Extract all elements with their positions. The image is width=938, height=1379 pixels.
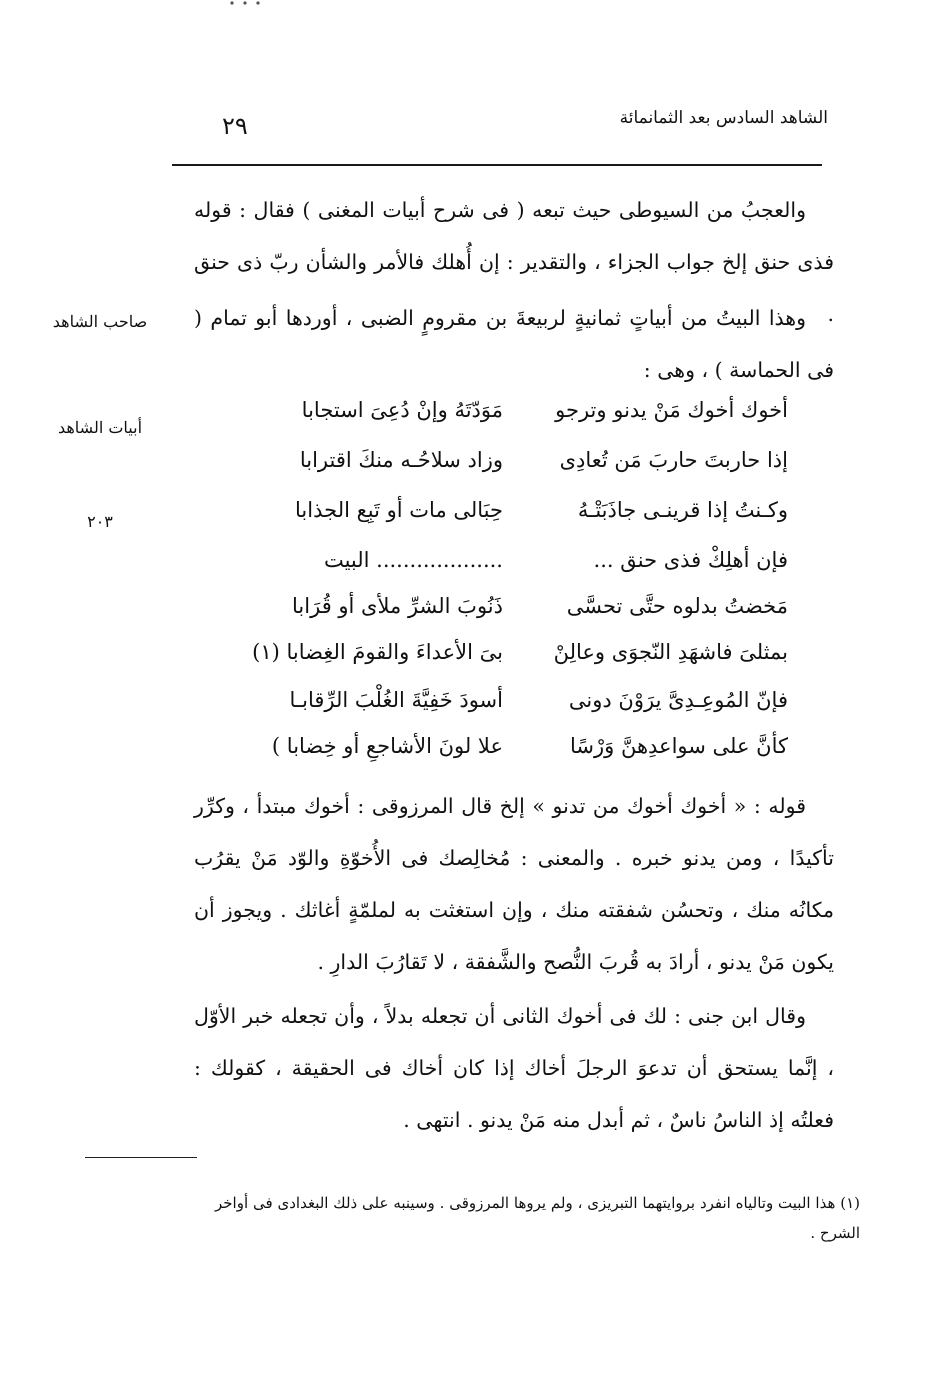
margin-note-verses: أبيات الشاهد: [57, 418, 143, 437]
header-rule: [172, 164, 822, 166]
verse-first-hemistich: مَخضتُ بدلوه حتَّى تحسَّى: [566, 594, 788, 618]
verse-second-hemistich: وزاد سلاحُـه منكَ اقترابا: [299, 448, 503, 472]
verse-second-hemistich: ذَنُوبَ الشرِّ ملأى أو قُرَابا: [292, 594, 503, 618]
verse-first-hemistich: إذا حاربتَ حاربَ مَن تُعادِى: [559, 448, 788, 472]
body-paragraph-2: وهذا البيتُ من أبياتٍ ثمانيةٍ لربيعةَ بن مقرومٍ الضبى ، أوردها أبو تمام ( فى الحماسة ) ، وهى :: [194, 306, 834, 382]
footnote: (١) هذا البيت وتالياه انفرد بروايتهما التبريزى ، ولم يروها المرزوقى . وسينبه على ذلك البغدادى فى أواخر الشرح .: [215, 1194, 860, 1242]
verse-second-hemistich: بىَ الأعداءَ والقومَ الغِضابا (١): [252, 640, 503, 664]
page-number: ٢٩: [222, 112, 248, 140]
verse-first-hemistich: وكـنتُ إذا قرينـى جاذَبَتْـهُ: [577, 498, 788, 522]
margin-note-author: صاحب الشاهد: [52, 312, 148, 331]
scan-mark-decoration: [228, 0, 264, 8]
verse-first-hemistich: فإنّ المُوعِـدِىَّ يرَوْنَ دونى: [568, 688, 788, 712]
verse-second-hemistich: مَوَدّتَهُ وإنْ دُعِىَ استجابا: [301, 398, 503, 422]
margin-note-reference-number: ٢٠٣: [87, 512, 113, 531]
body-paragraph-1: والعجبُ من السيوطى حيث تبعه ( فى شرح أبيات المغنى ) فقال : قوله فذى حنق إلخ جواب الجزاء ، والتقدير : إن أُهلك فالأمر والشأن ربّ ذى حنق .: [194, 198, 834, 326]
body-paragraph-4: وقال ابن جنى : لك فى أخوك الثانى أن تجعله بدلاً ، وأن تجعله خبر الأوّل ، إنَّما يستحق أن تدعوَ الرجلَ أخاك إذا كان أخاك فى الحقيقة ، كقولك : فعلتُه إذ الناسُ ناسٌ ، ثم أبدل منه مَنْ يدنو . انتهى .: [194, 1004, 834, 1132]
running-header-title: الشاهد السادس بعد الثمانمائة: [619, 108, 828, 128]
verse-first-hemistich: أخوك أخوك مَنْ يدنو وترجو: [555, 398, 788, 422]
verse-first-hemistich: بمثلىَ فاشهَدِ النّجوَى وعالِنْ: [553, 640, 788, 664]
verse-second-hemistich: أسودَ خَفِيَّةَ الغُلْبَ الرِّقابـا: [289, 688, 503, 712]
verse-first-hemistich: كأنَّ على سواعدِهنَّ وَرْسًا: [570, 734, 788, 758]
verse-second-hemistich: ................... البيت: [323, 548, 503, 572]
verse-second-hemistich: علا لونَ الأشاجعِ أو خِضابا ): [271, 734, 503, 758]
verse-second-hemistich: حِبَالى مات أو تَبِع الجذابا: [295, 498, 503, 522]
body-paragraph-3: قوله : « أخوك أخوك من تدنو » إلخ قال المرزوقى : أخوك مبتدأ ، وكرِّر تأكيدًا ، ومن يدنو خبره . والمعنى : مُخالِصك فى الأُخوّةِ والوّد مَنْ يقرُب مكانُه منك ، وتحسُن شفقته منك ، وإن استغثت به لملمّةٍ أغاثك . ويجوز أن يكون مَنْ يدنو ، أرادَ به قُربَ النُّصح والشَّفقة ، لا تَقارُبَ الدارِ .: [194, 794, 834, 974]
verse-first-hemistich: فإن أهلِكْ فذى حنق ...: [593, 548, 788, 572]
footnote-rule: [85, 1157, 197, 1158]
